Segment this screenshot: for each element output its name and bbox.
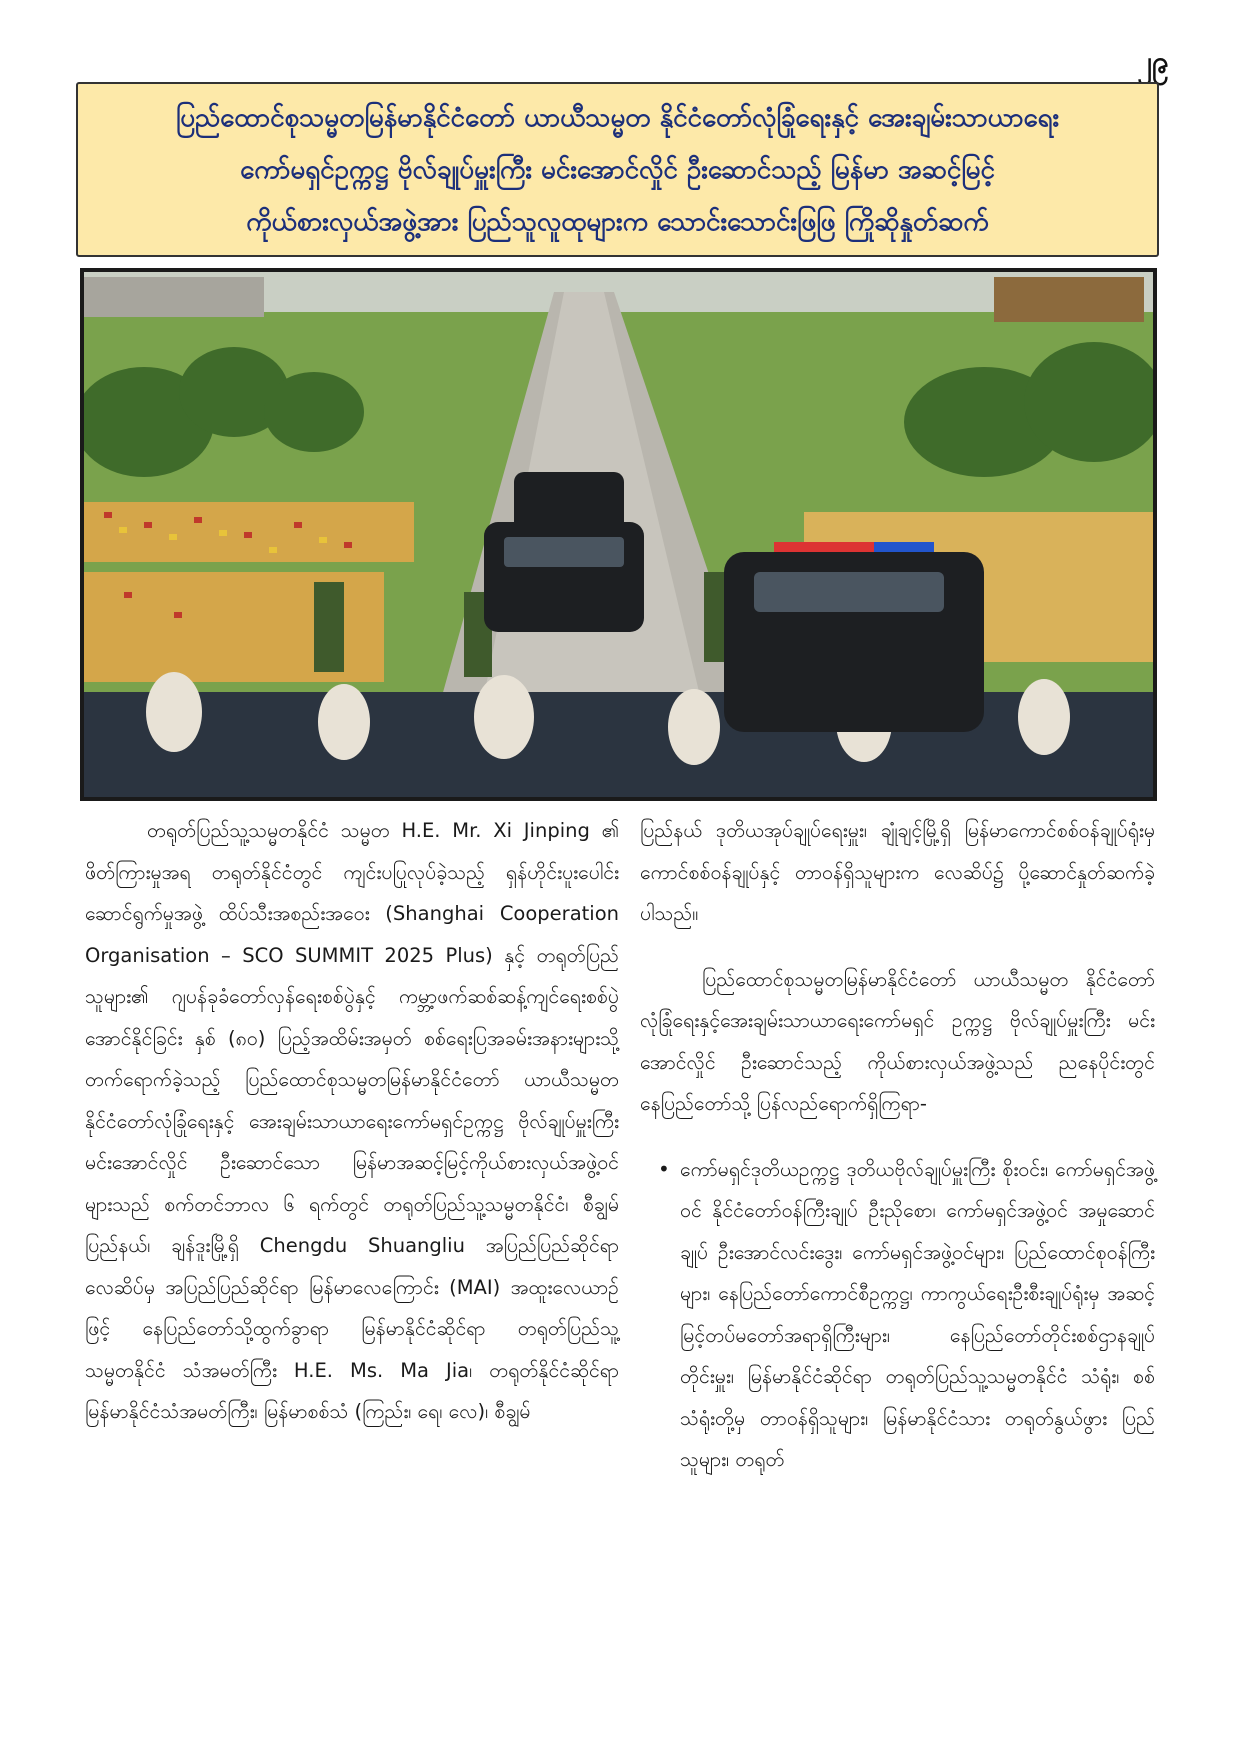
article-paragraph: ပြည်ထောင်စုသမ္မတမြန်မာနိုင်ငံတော် ယာယီသမ္မတ နိုင်ငံတော်လုံခြုံရေးနှင့်အေးချမ်းသာယာရေးကော်မရှင် ဥက္ကဋ္ဌ ဗိုလ်ချုပ်မှူးကြီး မင်းအောင်လှိုင် ဦးဆောင်သည့် ကိုယ်စားလှယ်အဖွဲ့သည် ညနေပိုင်းတွင် နေပြည်တော်သို့ ပြန်လည်ရောက်ရှိကြရာ- — [640, 967, 1155, 1115]
bullet-text: ကော်မရှင်ဒုတိယဥက္ကဋ္ဌ ဒုတိယဗိုလ်ချုပ်မှူးကြီး စိုးဝင်း၊ ကော်မရှင်အဖွဲ့ဝင် နိုင်ငံတော်ဝန်ကြီးချုပ် ဦးညိုစော၊ ကော်မရှင်အဖွဲ့ဝင် အမှုဆောင်ချုပ် ဦးအောင်လင်းဒွေး၊ ကော်မရှင်အဖွဲ့ဝင်များ၊ ပြည်ထောင်စုဝန်ကြီးများ၊ နေပြည်တော်ကောင်စီဥက္ကဋ္ဌ၊ ကာကွယ်ရေးဦးစီးချုပ်ရုံးမှ အဆင့်မြင့်တပ်မတော်အရာရှိကြီးများ၊ နေပြည်တော်တိုင်းစစ်ဌာနချုပ် တိုင်းမှူး၊ မြန်မာနိုင်ငံဆိုင်ရာ တရုတ်ပြည်သူ့သမ္မတနိုင်ငံ သံရုံး၊ စစ်သံရုံးတို့မှ တာဝန်ရှိသူများ၊ မြန်မာနိုင်ငံသား တရုတ်နွယ်ဖွား ပြည်သူများ၊ တရုတ် — [680, 1157, 1155, 1471]
welcome-ceremony-photo — [80, 268, 1157, 801]
headline-line-1: ပြည်ထောင်စုသမ္မတမြန်မာနိုင်ငံတော် ယာယီသမ္မတ နိုင်ငံတော်လုံခြုံရေးနှင့် အေးချမ်းသာယာရေး — [175, 102, 1060, 133]
headline-line-2: ကော်မရှင်ဥက္ကဋ္ဌ ဗိုလ်ချုပ်မှူးကြီး မင်းအောင်လှိုင် ဦးဆောင်သည့် မြန်မာ အဆင့်မြင့် — [240, 154, 995, 185]
bullet-item — [640, 1149, 1155, 1481]
photo-illustration — [84, 272, 1153, 797]
article-column-right — [640, 810, 1155, 1481]
headline-line-3: ကိုယ်စားလှယ်အဖွဲ့အား ပြည်သူလူထုများက သောင်းသောင်းဖြဖြ ကြိုဆိုနှုတ်ဆက် — [246, 206, 989, 237]
article-paragraph-continued: ပြည်နယ် ဒုတိယအုပ်ချုပ်ရေးမှူး၊ ချုံချင့်မြို့ရှိ မြန်မာကောင်စစ်ဝန်ချုပ်ရုံးမှ ကောင်စစ်ဝန်ချုပ်နှင့် တာဝန်ရှိသူများက လေဆိပ်၌ ပို့ဆောင်နှုတ်ဆက်ခဲ့ပါသည်။ — [640, 819, 1155, 925]
headline-box — [76, 82, 1159, 257]
page-number: ၂၉ — [1137, 45, 1169, 80]
article-column-left — [85, 810, 619, 1457]
article-paragraph: တရုတ်ပြည်သူ့သမ္မတနိုင်ငံ သမ္မတ H.E. Mr. Xi Jinping ၏ ဖိတ်ကြားမှုအရ တရုတ်နိုင်ငံတွင် ကျင်းပပြုလုပ်ခဲ့သည့် ရှန်ဟိုင်းပူးပေါင်းဆောင်ရွက်မှုအဖွဲ့ ထိပ်သီးအစည်းအဝေး (Shanghai Cooperation Organisation – SCO SUMMIT 2025 Plus) နှင့် တရုတ်ပြည်သူများ၏ ဂျပန်ခုခံတော်လှန်ရေးစစ်ပွဲနှင့် ကမ္ဘာ့ဖက်ဆစ်ဆန့်ကျင်ရေးစစ်ပွဲ အောင်နိုင်ခြင်း နှစ် (၈၀) ပြည့်အထိမ်းအမှတ် စစ်ရေးပြအခမ်းအနားများသို့ တက်ရောက်ခဲ့သည့် ပြည်ထောင်စုသမ္မတမြန်မာနိုင်ငံတော် ယာယီသမ္မတ နိုင်ငံတော်လုံခြုံရေးနှင့် အေးချမ်းသာယာရေးကော်မရှင်ဥက္ကဋ္ဌ ဗိုလ်ချုပ်မှူးကြီး မင်းအောင်လှိုင် ဦးဆောင်သော မြန်မာအဆင့်မြင့်ကိုယ်စားလှယ်အဖွဲ့ဝင်များသည် စက်တင်ဘာလ ၆ ရက်တွင် တရုတ်ပြည်သူ့သမ္မတနိုင်ငံ၊ စီချွမ်ပြည်နယ်၊ ချန်ဒူးမြို့ရှိ Chengdu Shuangliu အပြည်ပြည်ဆိုင်ရာလေဆိပ်မှ အပြည်ပြည်ဆိုင်ရာ မြန်မာလေကြောင်း (MAI) အထူးလေယာဉ်ဖြင့် နေပြည်တော်သို့ထွက်ခွာရာ မြန်မာနိုင်ငံဆိုင်ရာ တရုတ်ပြည်သူ့သမ္မတနိုင်ငံ သံအမတ်ကြီး H.E. Ms. Ma Jia၊ တရုတ်နိုင်ငံဆိုင်ရာ မြန်မာနိုင်ငံသံအမတ်ကြီး၊ မြန်မာစစ်သံ (ကြည်း၊ ရေ၊ လေ)၊ စီချွမ် — [85, 819, 619, 1423]
bullet-icon: • — [658, 1156, 670, 1181]
